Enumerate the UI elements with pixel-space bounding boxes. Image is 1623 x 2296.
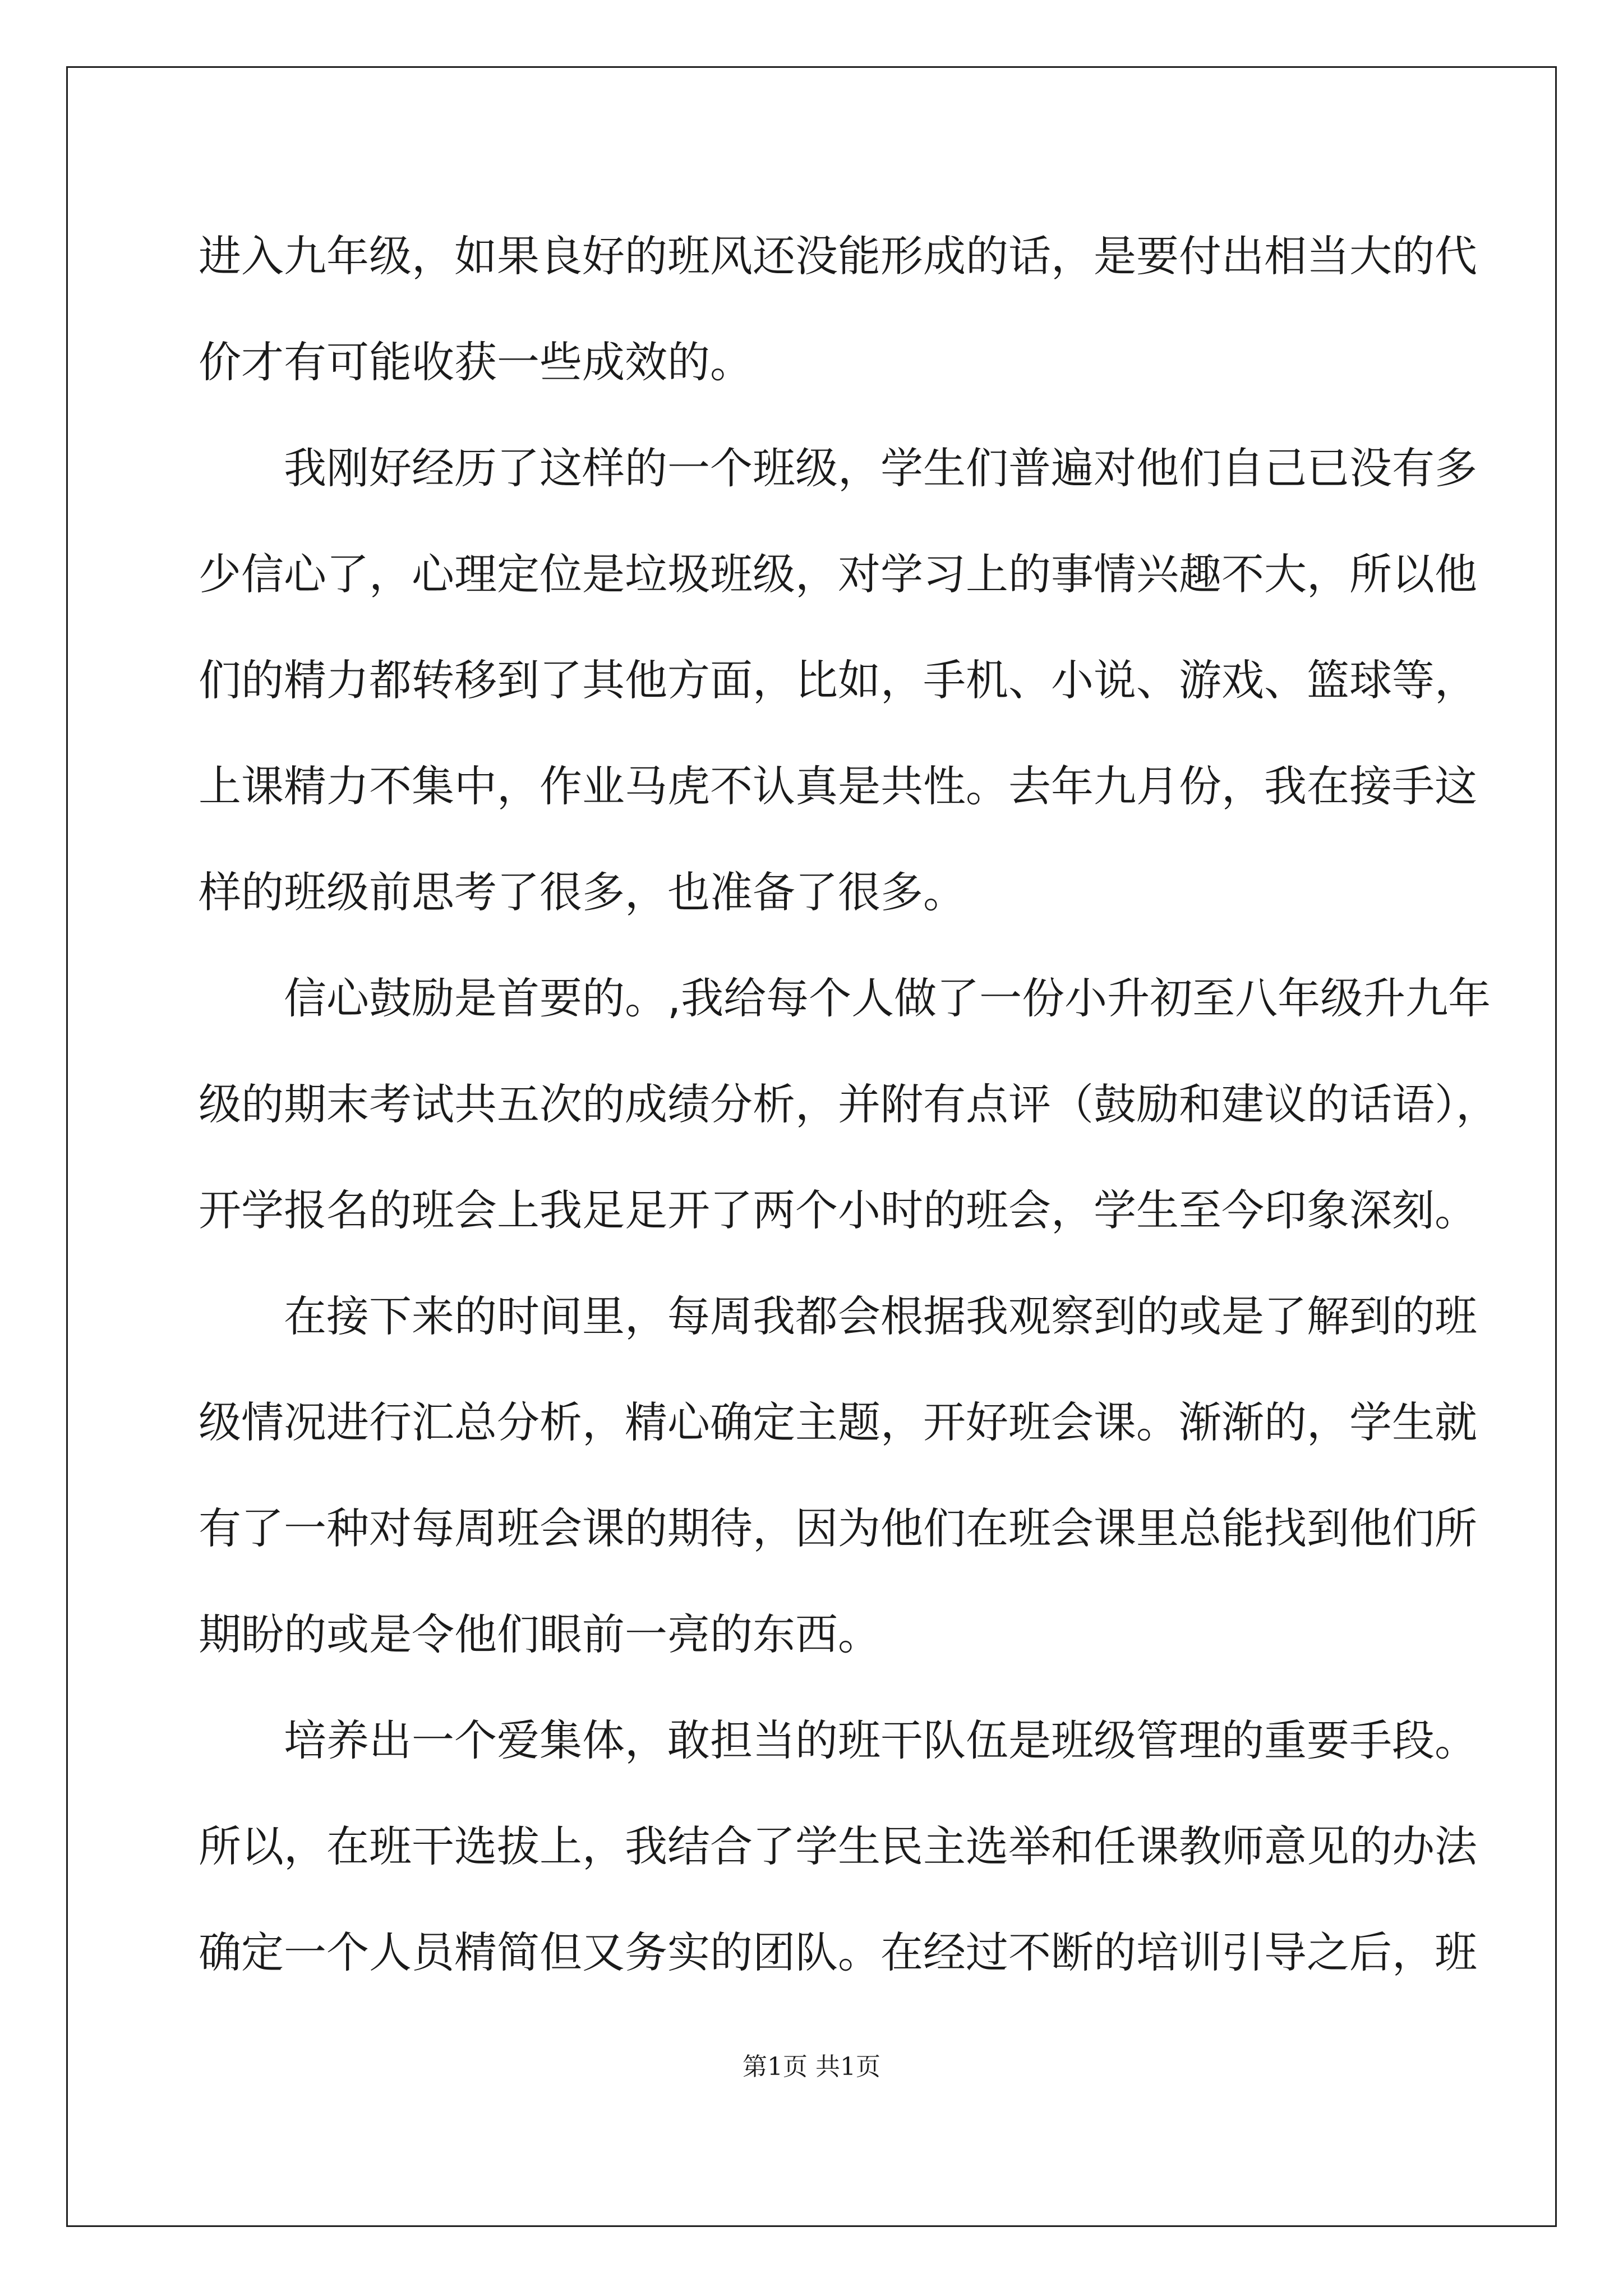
text-line: 所以，在班干选拔上，我结合了学生民主选举和任课教师意见的办法: [199, 1821, 1477, 1871]
text-line: 样的班级前思考了很多，也准备了很多。: [199, 867, 966, 917]
text-line: 级的期末考试共五次的成绩分析，并附有点评（鼓励和建议的话语），: [199, 1079, 1498, 1129]
text-line: 上课精力不集中，作业马虎不认真是共性。去年九月份，我在接手这: [199, 761, 1477, 811]
text-line: 有了一种对每周班会课的期待，因为他们在班会课里总能找到他们所: [199, 1503, 1477, 1553]
paragraph-first-line: 培养出一个爱集体，敢担当的班干队伍是班级管理的重要手段。: [284, 1715, 1477, 1765]
text-line: 开学报名的班会上我足足开了两个小时的班会，学生至今印象深刻。: [199, 1185, 1477, 1235]
paragraph-first-line: 信心鼓励是首要的。,我给每个人做了一份小升初至八年级升九年: [284, 973, 1491, 1023]
paragraph-first-line: 在接下来的时间里，每周我都会根据我观察到的或是了解到的班: [284, 1291, 1477, 1341]
text-line: 们的精力都转移到了其他方面，比如，手机、小说、游戏、篮球等，: [199, 655, 1477, 705]
text-line: 价才有可能收获一些成效的。: [199, 337, 753, 387]
document-body: [199, 203, 1498, 2005]
paragraph-first-line: 我刚好经历了这样的一个班级，学生们普遍对他们自己已没有多: [284, 443, 1477, 493]
text-line: 少信心了，心理定位是垃圾班级，对学习上的事情兴趣不大，所以他: [199, 549, 1477, 599]
text-line: 期盼的或是令他们眼前一亮的东西。: [199, 1609, 880, 1659]
text-line: 确定一个人员精简但又务实的团队。在经过不断的培训引导之后，班: [199, 1927, 1477, 1977]
text-line: 进入九年级，如果良好的班风还没能形成的话，是要付出相当大的代: [199, 231, 1477, 281]
page-number: 第1页 共1页: [743, 2053, 880, 2081]
text-line: 级情况进行汇总分析，精心确定主题，开好班会课。渐渐的，学生就: [199, 1397, 1477, 1447]
